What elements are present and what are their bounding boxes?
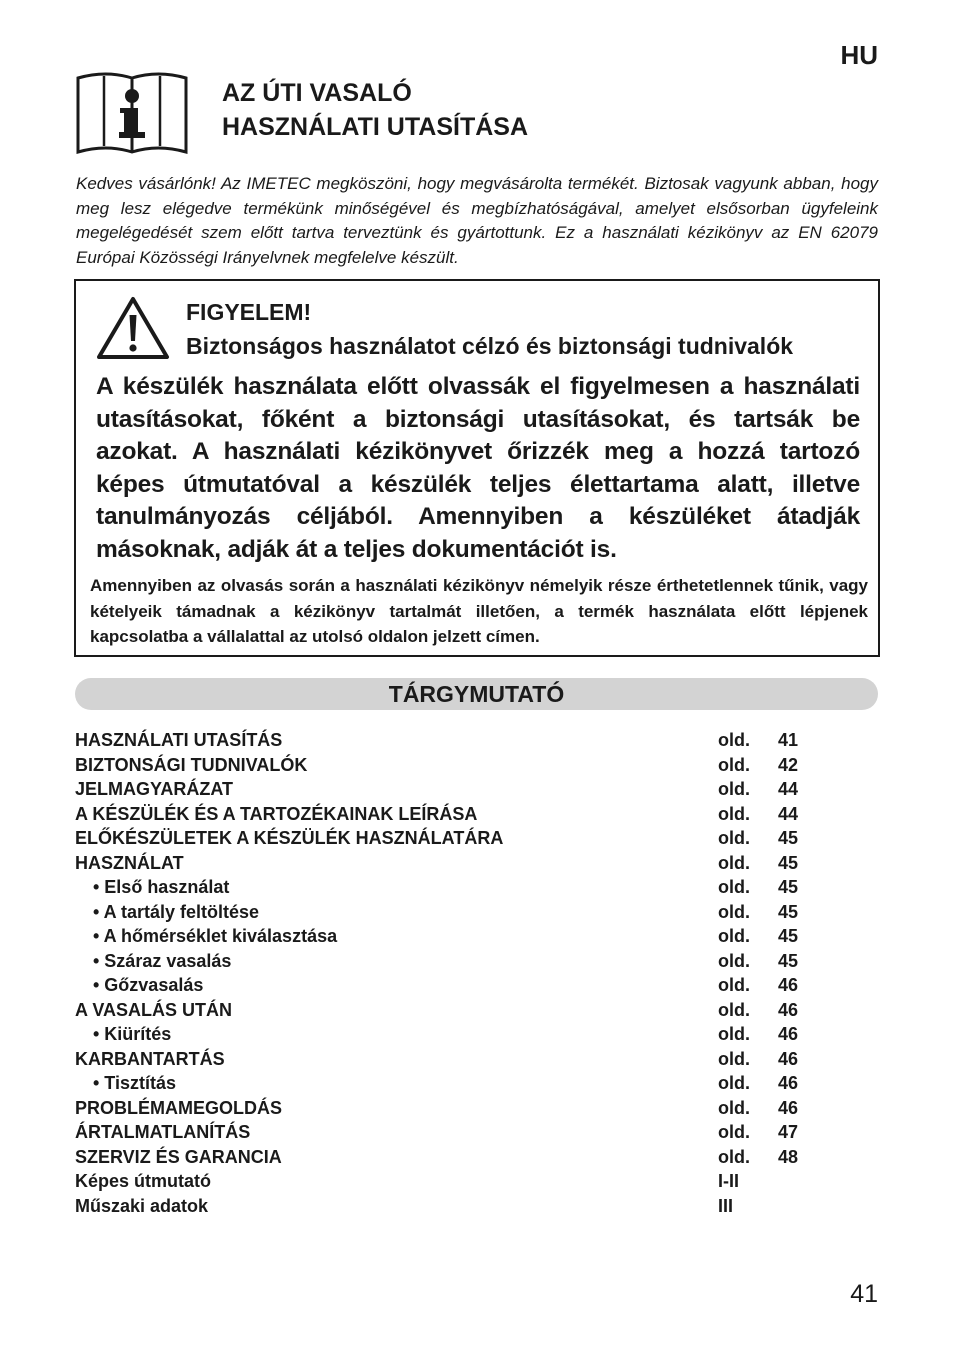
toc-entry-label: • A hőmérséklet kiválasztása (93, 926, 338, 946)
toc-row (75, 802, 878, 827)
toc-entry-label: BIZTONSÁGI TUDNIVALÓK (75, 754, 308, 775)
toc-entry-old: old. (718, 1024, 750, 1044)
toc-entry-page: 45 (778, 852, 799, 873)
toc-entry-page: 46 (778, 1097, 799, 1118)
toc-entry-page: 45 (778, 950, 799, 971)
toc-entry-page: 46 (778, 999, 799, 1020)
warning-title (186, 295, 864, 363)
toc-entry-page: 42 (778, 754, 799, 775)
page-number: 41 (850, 1280, 878, 1308)
toc-entry-page: 46 (778, 1073, 799, 1093)
toc-entry-old: I-II (718, 1171, 739, 1191)
toc-entry-page: 48 (778, 1146, 799, 1167)
toc-row (75, 1096, 878, 1121)
toc-entry-label: PROBLÉMAMEGOLDÁS (75, 1097, 282, 1118)
warning-main-text: A készülék használata előtt olvassák el figyelmesen a használati utasításokat, főként a biztonsági utasításokat, és tartsák be azokat. A használati kézikönyvet őrizzék meg a hozzá tartozó képes útmutatóval a készülék teljes élettartama alatt, illetve tanulmányozás céljából. Amennyiben a készüléket átadják másoknak, adják át a teljes dokumentációt is. (96, 373, 860, 563)
toc-entry-page: 46 (778, 975, 799, 995)
toc-entry-old: old. (718, 926, 750, 946)
toc-entry-label: HASZNÁLATI UTASÍTÁS (75, 730, 283, 750)
toc-entry-old: III (718, 1195, 734, 1216)
toc-entry-old: old. (718, 901, 750, 922)
toc-entry-old: old. (718, 779, 750, 799)
toc-row (75, 973, 878, 998)
toc-row (75, 777, 878, 802)
toc-entry-old: old. (718, 877, 750, 897)
toc-entry-old: old. (718, 803, 750, 824)
toc-entry-label: • Száraz vasalás (93, 950, 232, 971)
toc-entry-label: HASZNÁLAT (75, 852, 184, 873)
toc-entry-old: old. (718, 730, 750, 750)
toc-row (75, 998, 878, 1023)
toc-row (75, 1194, 878, 1219)
toc-entry-label: • Első használat (93, 877, 230, 897)
toc-heading: TÁRGYMUTATÓ (75, 678, 878, 710)
toc-entry-label: JELMAGYARÁZAT (75, 779, 234, 799)
toc-entry-page: 44 (778, 779, 799, 799)
toc-entry-page: 41 (778, 730, 799, 750)
toc-entry-old: old. (718, 950, 750, 971)
toc-row (75, 900, 878, 925)
toc-row (75, 728, 878, 753)
toc-row (75, 1120, 878, 1145)
toc-entry-page: 45 (778, 828, 799, 848)
toc-row (75, 1145, 878, 1170)
toc-row (75, 1071, 878, 1096)
warning-small-text: Amennyiben az olvasás során a használati kézikönyv némelyik része érthetetlennek tűnik, vagy kételyeik támadnak a kézikönyv tartalmát illetően, a termék használata előtt lépjenek kapcsolatba a vállalattal az utolsó oldalon jelzett címen. (90, 576, 868, 646)
info-book-icon (74, 68, 190, 156)
toc-entry-page: 45 (778, 877, 799, 897)
table-of-contents (75, 728, 878, 1218)
warning-title-line-2: Biztonságos használatot célzó és biztonsági tudnivalók (186, 333, 794, 359)
toc-entry-old: old. (718, 1048, 750, 1069)
toc-entry-label: • A tartály feltöltése (93, 901, 260, 922)
toc-row (75, 949, 878, 974)
title-line-1: AZ ÚTI VASALÓ (222, 79, 412, 107)
toc-entry-label: A VASALÁS UTÁN (75, 999, 232, 1020)
toc-entry-old: old. (718, 1097, 750, 1118)
toc-row (75, 924, 878, 949)
toc-entry-page: 45 (778, 901, 799, 922)
toc-entry-old: old. (718, 975, 750, 995)
toc-entry-old: old. (718, 852, 750, 873)
warning-box (74, 279, 880, 657)
toc-entry-old: old. (718, 1122, 750, 1142)
toc-row (75, 1022, 878, 1047)
title-line-2: HASZNÁLATI UTASÍTÁSA (222, 113, 528, 141)
toc-entry-page: 47 (778, 1122, 799, 1142)
document-title (222, 76, 528, 144)
toc-entry-old: old. (718, 1073, 750, 1093)
toc-entry-page: 45 (778, 926, 799, 946)
toc-entry-old: old. (718, 828, 750, 848)
toc-entry-label: ELŐKÉSZÜLETEK A KÉSZÜLÉK HASZNÁLATÁRA (75, 828, 504, 848)
toc-entry-label: A KÉSZÜLÉK ÉS A TARTOZÉKAINAK LEÍRÁSA (75, 803, 478, 824)
toc-entry-old: old. (718, 1146, 750, 1167)
toc-row (75, 753, 878, 778)
toc-entry-label: • Tisztítás (93, 1073, 176, 1093)
toc-entry-label: SZERVIZ ÉS GARANCIA (75, 1146, 282, 1167)
warning-triangle-icon (96, 295, 170, 361)
toc-entry-page: 46 (778, 1048, 799, 1069)
toc-entry-label: Műszaki adatok (75, 1195, 209, 1216)
toc-entry-label: ÁRTALMATLANÍTÁS (75, 1122, 251, 1142)
toc-row (75, 875, 878, 900)
toc-entry-old: old. (718, 999, 750, 1020)
toc-entry-page: 46 (778, 1024, 799, 1044)
intro-paragraph: Kedves vásárlónk! Az IMETEC megköszöni, hogy megvásárolta termékét. Biztosak vagyunk abban, hogy meg lesz elégedve termékünk minőségével és megbízhatóságával, amelyet elsősorban ügyfeleink megelégedését szem előtt tartva terveztünk és gyártottunk. Ez a használati kézikönyv az EN 62079 Európai Közösségi Irányelvnek megfelelve készült. (76, 174, 878, 267)
toc-entry-old: old. (718, 754, 750, 775)
toc-row (75, 1169, 878, 1194)
toc-entry-label: • Gőzvasalás (93, 975, 204, 995)
toc-row (75, 1047, 878, 1072)
toc-row (75, 826, 878, 851)
toc-entry-label: Képes útmutató (75, 1171, 212, 1191)
toc-entry-page: 44 (778, 803, 799, 824)
language-code: HU (840, 40, 878, 70)
warning-title-line-1: FIGYELEM! (186, 299, 312, 325)
toc-row (75, 851, 878, 876)
toc-entry-label: • Kiürítés (93, 1024, 172, 1044)
toc-entry-label: KARBANTARTÁS (75, 1048, 225, 1069)
